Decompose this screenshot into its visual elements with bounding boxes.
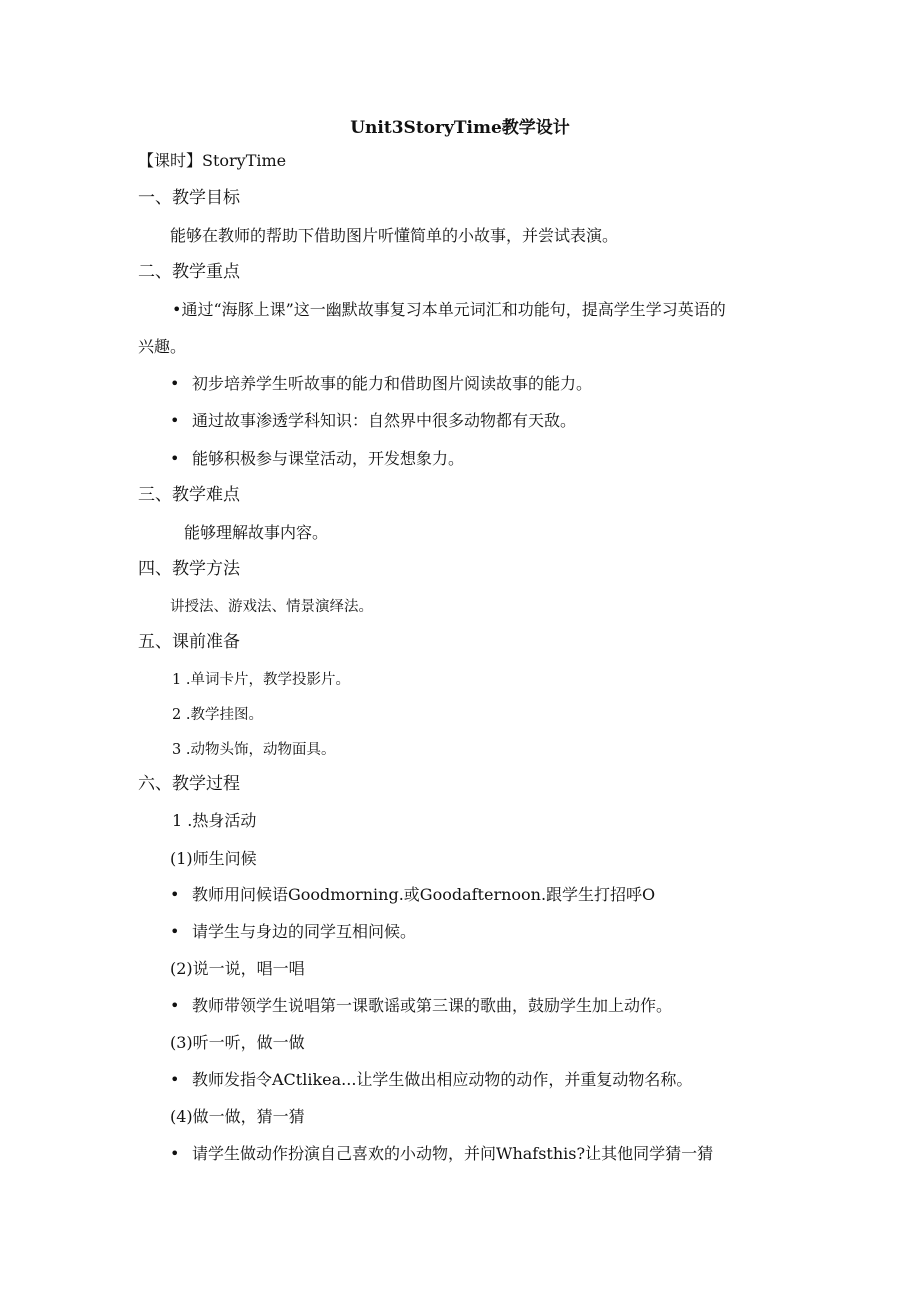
list-item: 2 .教学挂图。 xyxy=(172,707,263,723)
section-heading-difficulties: 三、教学难点 xyxy=(138,485,240,505)
sub-heading: (3)听一听，做一做 xyxy=(170,1033,305,1052)
sub-heading: (2)说一说，唱一唱 xyxy=(170,959,305,978)
section-heading-process: 六、教学过程 xyxy=(138,774,240,794)
step-heading: 1 .热身活动 xyxy=(172,811,257,830)
list-item: 1 .单词卡片，教学投影片。 xyxy=(172,672,350,688)
list-item: • 教师发指令ACtlikea...让学生做出相应动物的动作，并重复动物名称。 xyxy=(170,1070,693,1089)
list-item: • 请学生与身边的同学互相问候。 xyxy=(170,922,417,941)
list-item: • 能够积极参与课堂活动，开发想象力。 xyxy=(170,449,465,468)
bullet-icon: • xyxy=(170,374,180,393)
methods-text: 讲授法、游戏法、情景演绎法。 xyxy=(170,599,373,615)
bullet-icon: • xyxy=(170,1144,180,1163)
key-point-1b: 兴趣。 xyxy=(138,337,187,356)
bullet-icon: • xyxy=(170,449,180,468)
bullet-icon: • xyxy=(170,922,180,941)
page-title: Unit3StoryTime教学设计 xyxy=(350,118,570,138)
bullet-icon: • xyxy=(170,996,180,1015)
section-heading-preparation: 五、课前准备 xyxy=(138,632,240,652)
objectives-text: 能够在教师的帮助下借助图片听懂简单的小故事，并尝试表演。 xyxy=(170,226,619,245)
section-heading-methods: 四、教学方法 xyxy=(138,559,240,579)
bullet-icon: • xyxy=(170,885,180,904)
lesson-label: 【课时】StoryTime xyxy=(138,151,287,170)
list-item: 3 .动物头饰，动物面具。 xyxy=(172,742,336,758)
list-item: • 教师用问候语Goodmorning.或Goodafternoon.跟学生打招呼O xyxy=(170,885,656,904)
difficulties-text: 能够理解故事内容。 xyxy=(184,523,329,542)
list-item: • 请学生做动作扮演自己喜欢的小动物，并问Whafsthis?让其他同学猜一猜 xyxy=(170,1144,714,1163)
bullet-icon: • xyxy=(170,411,180,430)
sub-heading: (1)师生问候 xyxy=(170,849,257,868)
list-item: • 教师带领学生说唱第一课歌谣或第三课的歌曲，鼓励学生加上动作。 xyxy=(170,996,673,1015)
sub-heading: (4)做一做，猜一猜 xyxy=(170,1107,305,1126)
section-heading-key-points: 二、教学重点 xyxy=(138,262,240,282)
bullet-icon: • xyxy=(170,1070,180,1089)
list-item: • 通过故事渗透学科知识：自然界中很多动物都有天敌。 xyxy=(170,411,577,430)
section-heading-objectives: 一、教学目标 xyxy=(138,188,240,208)
key-point-1a: •通过“海豚上课”这一幽默故事复习本单元词汇和功能句，提高学生学习英语的 xyxy=(172,300,726,319)
list-item: • 初步培养学生听故事的能力和借助图片阅读故事的能力。 xyxy=(170,374,593,393)
